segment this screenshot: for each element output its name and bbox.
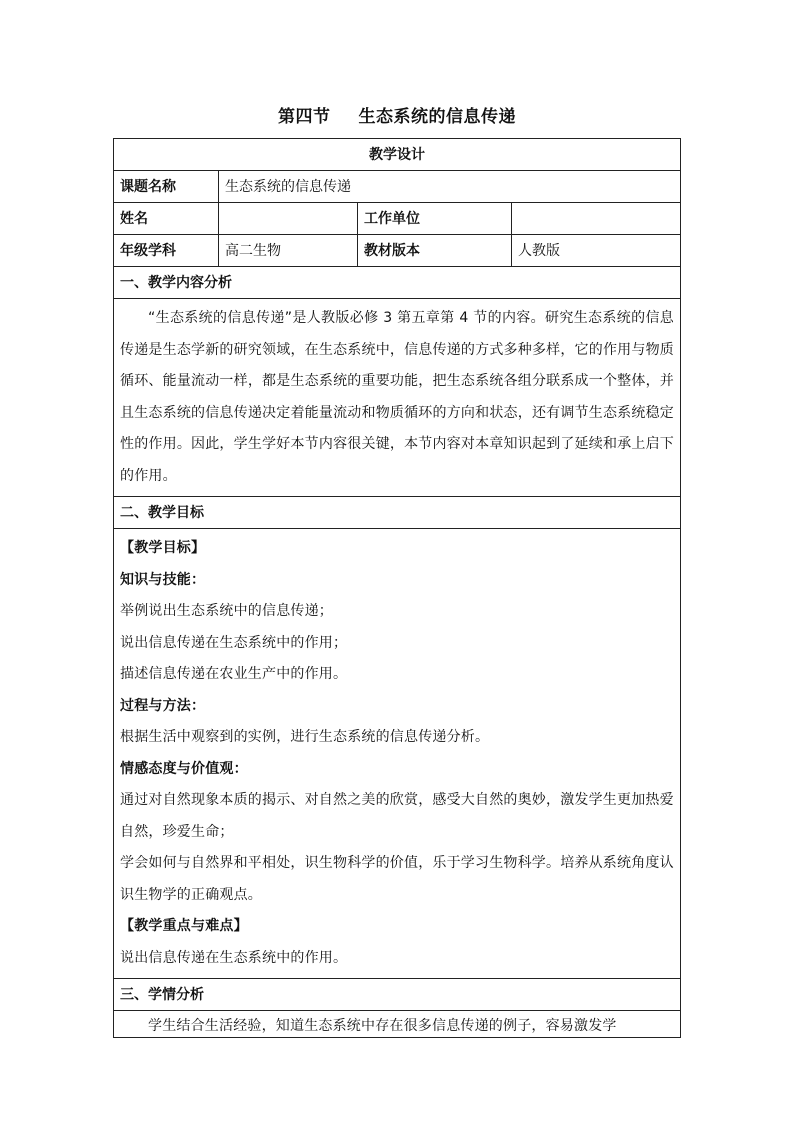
work-unit-label: 工作单位 bbox=[358, 203, 512, 235]
section2-heading: 二、教学目标 bbox=[114, 497, 681, 529]
section2-body bbox=[114, 529, 681, 979]
work-unit-value bbox=[512, 203, 681, 235]
process-item-1: 根据生活中观察到的实例，进行生态系统的信息传递分析。 bbox=[120, 729, 490, 745]
section-number: 第四节 bbox=[278, 107, 331, 127]
grade-value: 高二生物 bbox=[219, 235, 358, 267]
section2-body-row bbox=[114, 529, 681, 979]
keypoints-heading: 【教学重点与难点】 bbox=[120, 918, 248, 934]
keypoints-item-1: 说出信息传递在生态系统中的作用。 bbox=[120, 949, 348, 966]
attitude-item-1: 通过对自然现象本质的揭示、对自然之美的欣赏，感受大自然的奥妙，激发学生更加热爱自然，珍爱生命； bbox=[120, 792, 674, 840]
section3-body-row bbox=[114, 1011, 681, 1038]
knowledge-item-1: 举例说出生态系统中的信息传递； bbox=[120, 603, 333, 619]
topic-label: 课题名称 bbox=[114, 171, 219, 203]
objectives-heading: 【教学目标】 bbox=[120, 540, 206, 556]
section3-heading-row bbox=[114, 979, 681, 1011]
grade-label: 年级学科 bbox=[114, 235, 219, 267]
process-heading: 过程与方法： bbox=[120, 697, 206, 714]
grade-row bbox=[114, 235, 681, 267]
section1-heading-row bbox=[114, 267, 681, 299]
page-title bbox=[0, 104, 794, 130]
table-header: 教学设计 bbox=[114, 139, 681, 171]
lesson-plan-table bbox=[113, 138, 681, 1038]
name-label: 姓名 bbox=[114, 203, 219, 235]
knowledge-item-2: 说出信息传递在生态系统中的作用； bbox=[120, 634, 348, 651]
textbook-value: 人教版 bbox=[512, 235, 681, 267]
name-row bbox=[114, 203, 681, 235]
section3-heading: 三、学情分析 bbox=[114, 979, 681, 1011]
topic-value: 生态系统的信息传递 bbox=[219, 171, 681, 203]
section1-body bbox=[114, 299, 681, 497]
section3-body bbox=[114, 1011, 681, 1038]
table-header-row bbox=[114, 139, 681, 171]
section1-body-row bbox=[114, 299, 681, 497]
topic-row bbox=[114, 171, 681, 203]
section3-paragraph: 学生结合生活经验，知道生态系统中存在很多信息传递的例子，容易激发学 bbox=[148, 1018, 617, 1034]
textbook-label: 教材版本 bbox=[358, 235, 512, 267]
knowledge-heading: 知识与技能： bbox=[120, 571, 206, 588]
attitude-item-2: 学会如何与自然界和平相处，识生物科学的价值，乐于学习生物科学。培养从系统角度认识生物学的正确观点。 bbox=[120, 855, 674, 903]
section2-heading-row bbox=[114, 497, 681, 529]
section1-heading: 一、教学内容分析 bbox=[114, 267, 681, 299]
knowledge-item-3: 描述信息传递在农业生产中的作用。 bbox=[120, 666, 348, 682]
attitude-heading: 情感态度与价值观： bbox=[120, 760, 248, 777]
section1-paragraph: “生态系统的信息传递”是人教版必修 3 第五章第 4 节的内容。研究生态系统的信息传递是生态学新的研究领域，在生态系统中，信息传递的方式多种多样，它的作用与物质循环、能量流动一样，都是生态系统的重要功能，把生态系统各组分联系成一个整体，并且生态系统的信息传递决定着能量流动和物质循环的方向和状态，还有调节生态系统稳定性的作用。因此，学生学好本节内容很关键，本节内容对本章知识起到了延续和承上启下的作用。 bbox=[120, 310, 674, 484]
lesson-name: 生态系统的信息传递 bbox=[358, 107, 516, 127]
name-value bbox=[219, 203, 358, 235]
